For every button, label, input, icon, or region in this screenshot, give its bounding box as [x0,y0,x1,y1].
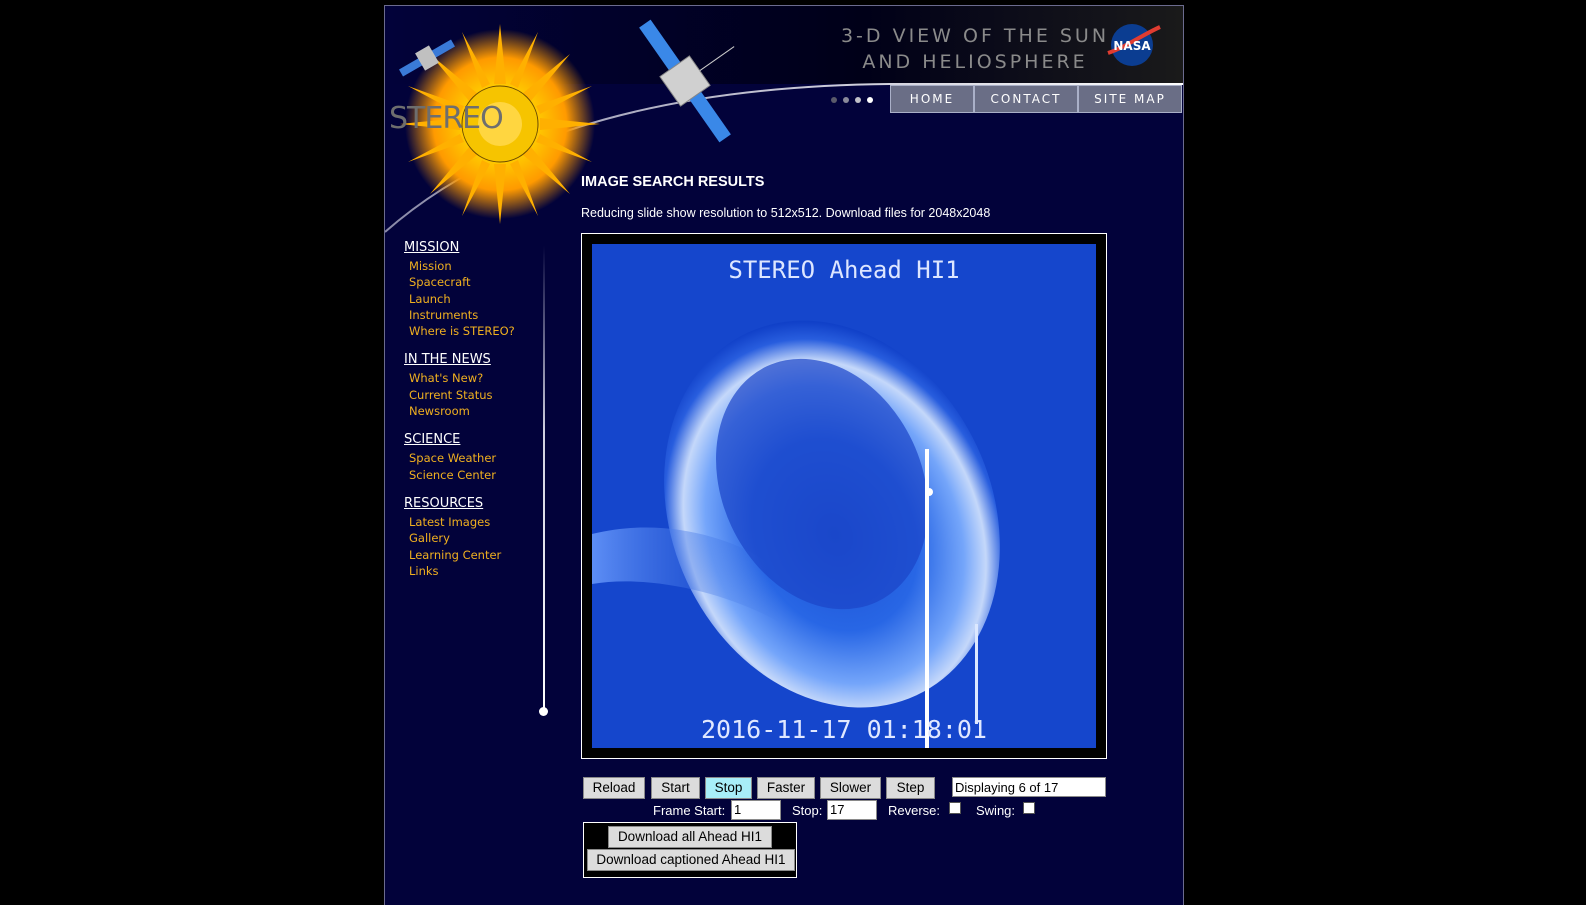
sidebar-link-whats-new[interactable]: What's New? [409,371,484,386]
faster-button[interactable]: Faster [757,777,815,799]
stereo-logo[interactable]: STEREO [389,101,503,136]
sidebar-link-links[interactable]: Links [409,563,439,578]
sidebar-link-spacecraft[interactable]: Spacecraft [409,275,471,290]
nav-home-button[interactable]: HOME [890,85,974,113]
top-nav [890,85,1182,113]
frame-start-input[interactable]: 1 [731,800,781,820]
sidebar-link-newsroom[interactable]: Newsroom [409,404,470,419]
sidebar-section-resources [404,496,544,579]
stop-button[interactable]: Stop [705,777,752,799]
sidebar-divider [543,246,545,712]
solar-image [592,244,1096,748]
sidebar-link-instruments[interactable]: Instruments [409,307,479,322]
swing-label: Swing: [976,803,1016,818]
download-all-button[interactable]: Download all Ahead HI1 [608,826,772,848]
slower-button[interactable]: Slower [820,777,881,799]
sidebar-section-mission [404,240,544,339]
image-caption-timestamp: 2016-11-17 01:18:01 [701,715,987,744]
step-button[interactable]: Step [886,777,935,799]
page-title: IMAGE SEARCH RESULTS [581,174,765,190]
sidebar-link-where-is-stereo[interactable]: Where is STEREO? [409,324,515,339]
sidebar-link-science-center[interactable]: Science Center [409,467,496,482]
sidebar-heading-science[interactable]: SCIENCE [404,432,461,448]
site-title-line2: AND HELIOSPHERE [862,51,1088,73]
download-panel [583,822,797,878]
nav-sitemap-button[interactable]: SITE MAP [1078,85,1182,113]
sidebar-link-launch[interactable]: Launch [409,291,451,306]
swing-checkbox[interactable] [1023,802,1035,814]
site-title-line1: 3-D VIEW OF THE SUN [840,25,1110,47]
sidebar-section-news [404,352,544,419]
sidebar-heading-news[interactable]: IN THE NEWS [404,352,491,368]
sidebar-heading-resources[interactable]: RESOURCES [404,495,484,511]
main-content [581,171,1141,867]
nasa-logo-text: NASA [1113,39,1151,53]
sidebar [404,240,544,592]
sidebar-link-mission[interactable]: Mission [409,259,452,273]
sidebar-link-latest-images[interactable]: Latest Images [409,514,491,529]
sidebar-divider-knob [539,707,548,716]
reload-button[interactable]: Reload [583,777,645,799]
sidebar-link-gallery[interactable]: Gallery [409,531,450,546]
resolution-note: Reducing slide show resolution to 512x512. Download files for 2048x2048 [581,206,991,220]
frame-stop-label: Stop: [792,803,823,818]
frame-start-label: Frame Start: [653,803,726,818]
sidebar-link-space-weather[interactable]: Space Weather [409,451,497,466]
slideshow-frame [581,233,1107,759]
sidebar-link-current-status[interactable]: Current Status [409,387,493,402]
sidebar-section-science [404,432,544,483]
reverse-label: Reverse: [888,803,941,818]
nav-dots [831,97,873,103]
nav-contact-button[interactable]: CONTACT [974,85,1078,113]
sidebar-heading-mission[interactable]: MISSION [404,240,460,255]
reverse-checkbox[interactable] [949,802,961,814]
nasa-logo-icon[interactable] [1106,21,1162,69]
frame-stop-input[interactable]: 17 [827,800,877,820]
frame-status-field[interactable]: Displaying 6 of 17 [952,777,1106,797]
download-captioned-button[interactable]: Download captioned Ahead HI1 [587,849,795,871]
sidebar-link-learning-center[interactable]: Learning Center [409,547,502,562]
page-container [384,5,1184,905]
image-caption-title: STEREO Ahead HI1 [728,256,960,284]
start-button[interactable]: Start [651,777,700,799]
